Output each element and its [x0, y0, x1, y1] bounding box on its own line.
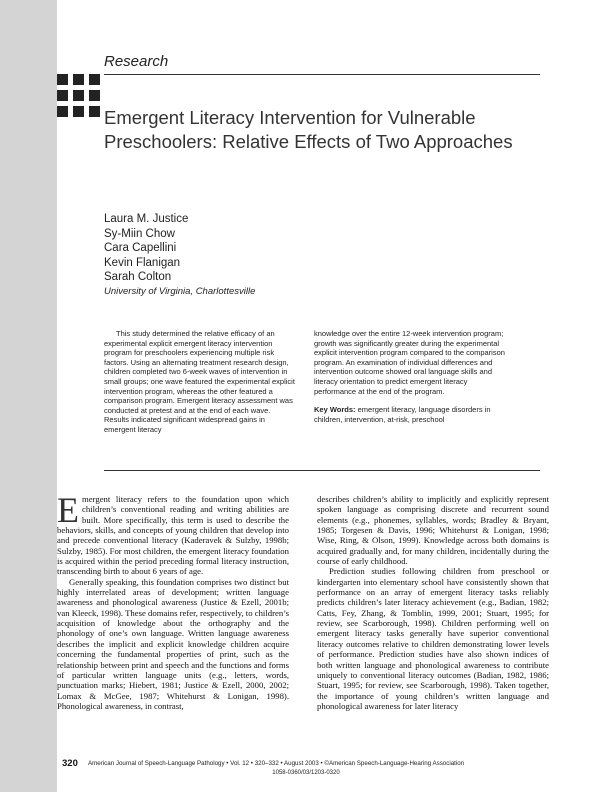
body-paragraph: Prediction studies following children from preschool or kindergarten into elementary school have consistently shown that performance on an array of emergent literacy tasks reliably predicts children’s later literacy achievement (e.g., Badian, 1982; Catts, Fey, Zhang, & Tomblin, 1999, 2001; Stuart, 1995; for review, see Scarborough, 1998). Children performing well on emergent literacy tasks generally have superior conventional literacy outcomes relative to children demonstrating lower levels of performance. Prediction studies have also shown indices of both written language and phonological awareness to contribute uniquely to conventional literacy outcomes (Badian, 1982, 1986; Stuart, 1995; for review, see Scarborough, 1998). Taken together, the importance of young children’s written language and phonological awareness for later literacy	[317, 566, 549, 711]
keywords-label: Key Words:	[314, 405, 356, 415]
body-paragraph: Generally speaking, this foundation comprises two distinct but highly interrelated areas of development; written language awareness and phonological awareness (Justice & Ezell, 2001b; van Kleeck, 1998). These domains refer, respectively, to children’s acquisition of knowledge about the orthography and the phonology of one’s own language. Written language awareness describes the implicit and explicit knowledge children acquire concerning the fundamental properties of print, such as the relationship between print and speech and the functions and forms of particular written language units (e.g., letters, words, punctuation marks; Hiebert, 1981; Justice & Ezell, 2000, 2002; Lomax & McGee, 1987; Whitehurst & Lonigan, 1998). Phonological awareness, in contrast,	[57, 576, 289, 711]
abstract-right-column	[314, 329, 506, 424]
abstract-left-column: This study determined the relative efficacy of an experimental explicit emergent literacy intervention program for preschoolers experiencing multiple risk factors. Using an alternating treatment research design, children completed two 6-week waves of intervention in small groups; one wave featured the experimental explicit intervention program, whereas the other featured a comparison program. Emergent literacy assessment was conducted at pretest and at the end of each wave. Results indicated significant widespread gains in emergent literacy	[104, 329, 295, 434]
author-block	[104, 212, 255, 299]
gray-sidebar	[0, 0, 57, 792]
abstract-rule	[104, 470, 540, 471]
keywords	[314, 405, 506, 424]
keywords-list: emergent literacy, language disorders in children, intervention, at-risk, preschool	[314, 405, 491, 424]
abstract-continued: knowledge over the entire 12-week intervention program; growth was significantly greater during the experimental explicit intervention program compared to the comparison program. An examination of individual differences and intervention outcome showed oral language skills and literacy orientation to predict emergent literacy performance at the end of the program.	[314, 329, 505, 396]
body-paragraph: describes children’s ability to implicitly and explicitly represent spoken language as comprising discrete and recurrent sound elements (e.g., phonemes, syllables, words; Bradley & Bryant, 1985; Torgesen & Davis, 1996; Whitehurst & Lonigan, 1998; Wise, Ring, & Olson, 1999). Knowledge across both domains is acquired gradually and, for many children, incidentally during the course of early childhood.	[317, 494, 549, 567]
author-name: Kevin Flanigan	[104, 256, 181, 269]
header-rule	[104, 74, 540, 75]
author-name: Laura M. Justice	[104, 213, 189, 225]
author-name: Cara Capellini	[104, 242, 177, 254]
affiliation: University of Virginia, Charlottesville	[104, 285, 256, 297]
article-title: Emergent Literacy Intervention for Vulnerable Preschoolers: Relative Effects of Two Approaches	[104, 107, 513, 152]
author-name: Sarah Colton	[104, 271, 172, 283]
author-name: Sy-Miin Chow	[104, 227, 175, 240]
body-column-left	[57, 490, 289, 711]
journal-citation: American Journal of Speech-Language Pathology • Vol. 12 • 320–332 • August 2003 • ©American Speech-Language-Hearing Association	[88, 760, 465, 767]
issn-line: 1058-0360/03/1203-0320	[272, 770, 340, 776]
body-column-right	[317, 494, 549, 711]
section-label: Research	[104, 53, 169, 70]
drop-cap: E	[57, 490, 79, 530]
page-number: 320	[62, 758, 78, 769]
body-paragraph: Emergent literacy refers to the foundation upon which children’s conventional reading and writing abilities are built. More specifically, this term is used to describe the behaviors, skills, and concepts of young children that develop into and precede conventional literacy (Kaderavek & Sulzby, 1998b; Sulzby, 1985). For most children, the emergent literacy foundation is acquired within the period preceding formal literacy instruction, transcending birth to about 6 years of age.	[57, 490, 289, 577]
